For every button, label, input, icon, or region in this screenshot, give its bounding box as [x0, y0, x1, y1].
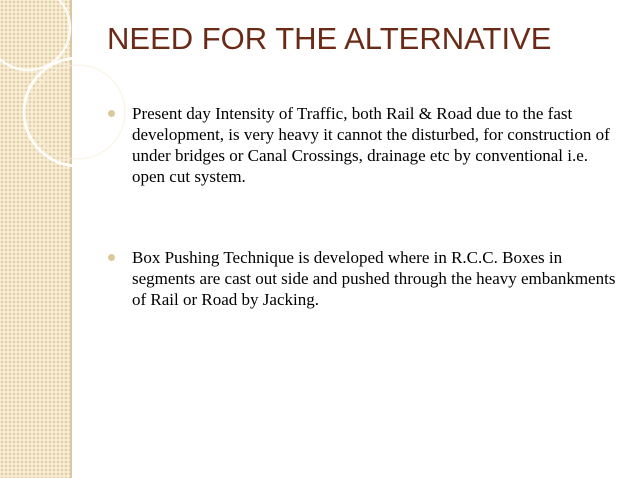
slide-title: NEED FOR THE ALTERNATIVE — [107, 21, 552, 56]
bullet-list — [107, 103, 617, 310]
list-item — [107, 247, 617, 310]
bullet-dot-icon — [108, 254, 115, 261]
bullet-text: Box Pushing Technique is developed where in R.C.C. Boxes in segments are cast out side and pushed through the heavy embankments of Rail or Road by Jacking. — [132, 248, 616, 309]
bullet-text: Present day Intensity of Traffic, both Rail & Road due to the fast development, is very heavy it cannot the disturbed, for construction of under bridges or Canal Crossings, drainage etc by conventional i.e. open cut system. — [132, 104, 610, 186]
bullet-dot-icon — [108, 110, 115, 117]
list-item — [107, 103, 617, 187]
